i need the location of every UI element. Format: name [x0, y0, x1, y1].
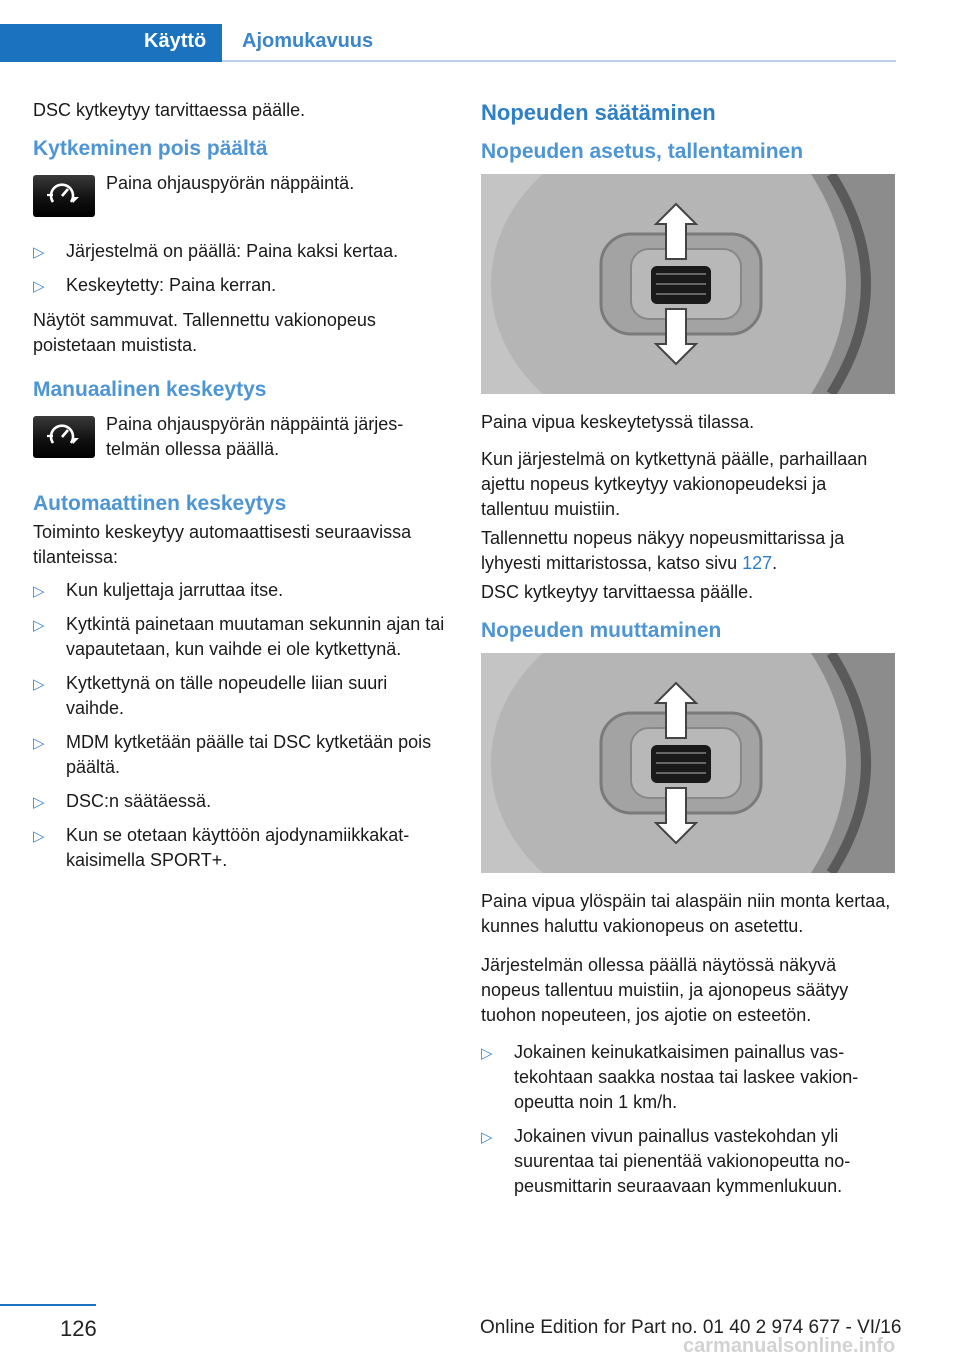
set-p4: DSC kytkeytyy tarvittaessa päälle.: [481, 582, 754, 602]
triangle-bullet-icon: ▷: [33, 828, 45, 845]
list-item: ▷ Kytkintä painetaan muutaman sekunnin ajan tai vapautetaan, kun vaihde ei ole kytkettynä.: [33, 614, 445, 659]
watermark: carmanualsonline.info: [683, 1335, 896, 1357]
triangle-bullet-icon: ▷: [33, 583, 45, 600]
page-number: 126: [60, 1316, 97, 1341]
set-p1: Paina vipua keskeytetyssä tilassa.: [481, 412, 755, 432]
triangle-bullet-icon: ▷: [33, 794, 45, 811]
set-p2: Kun järjestelmä on kytkettynä päälle, parhaillaan ajettu nopeus kytkeytyy vakionopeudeksi ja tallentuu muistiin.: [481, 449, 868, 519]
heading-manual: Manuaalinen keskeytys: [33, 378, 267, 401]
list-item: ▷ Jokainen vivun painallus vastekohdan yli suurentaa tai pienentää vakionopeutta nopeusmittarin seuraavaan kymmenlukuun.: [481, 1126, 851, 1196]
cruise-control-button-icon: [33, 416, 95, 458]
change-p1: Paina vipua ylöspäin tai alaspäin niin monta kertaa, kunnes haluttu vakionopeus on asetettu.: [481, 891, 891, 936]
list-item: ▷ Järjestelmä on päällä: Paina kaksi kertaa.: [33, 239, 445, 264]
triangle-bullet-icon: ▷: [33, 676, 45, 693]
heading-auto: Automaattinen keskeytys: [33, 492, 287, 515]
switch-off-note: Näytöt sammuvat. Tallennettu vakionopeus poistetaan muistista.: [33, 310, 376, 355]
list-item: ▷ Kytkettynä on tälle nopeudelle liian suuri vaihde.: [33, 673, 388, 718]
triangle-bullet-icon: ▷: [481, 1045, 493, 1062]
list-item: ▷ MDM kytketään päälle tai DSC kytketään pois päältä.: [33, 732, 432, 777]
change-list: [481, 1040, 895, 1199]
edition-footer: Online Edition for Part no. 01 40 2 974 677 - VI/16: [480, 1317, 902, 1338]
tab-ajomukavuus[interactable]: Ajomukavuus: [242, 30, 374, 52]
set-p3: Tallennettu nopeus näkyy nopeusmittarissa ja lyhyesti mittaristossa, katso sivu 127.: [481, 528, 845, 573]
heading-set-speed: Nopeuden asetus, tallentaminen: [481, 140, 804, 163]
triangle-bullet-icon: ▷: [33, 278, 45, 295]
manual-instruction: Paina ohjauspyörän näppäintä järjestelmän ollessa päällä.: [106, 414, 404, 459]
right-column: [481, 98, 895, 1209]
triangle-bullet-icon: ▷: [33, 244, 45, 261]
tab-kaytto[interactable]: Käyttö: [0, 24, 222, 62]
heading-change-speed: Nopeuden muuttaminen: [481, 619, 722, 642]
triangle-bullet-icon: ▷: [33, 617, 45, 634]
triangle-bullet-icon: ▷: [33, 735, 45, 752]
list-item: ▷ Kun se otetaan käyttöön ajodynamiikkakatkaisimella SPORT+.: [33, 825, 410, 870]
triangle-bullet-icon: ▷: [481, 1129, 493, 1146]
page-link[interactable]: 127: [742, 553, 773, 573]
page-number-rule: [0, 1304, 96, 1306]
manual-row: [33, 412, 445, 464]
steering-lever-photo: [481, 653, 895, 873]
change-p2: Järjestelmän ollessa päällä näytössä näkyvä nopeus tallentuu muistiin, ja ajonopeus säätyy tuohon nopeuteen, jos ajotie on esteetön.: [481, 955, 849, 1025]
heading-speed-control: Nopeuden säätäminen: [481, 100, 716, 125]
list-item: ▷ Kun kuljettaja jarruttaa itse.: [33, 578, 445, 603]
switch-off-instruction: Paina ohjauspyörän näppäintä.: [106, 173, 355, 193]
list-item: ▷ Jokainen keinukatkaisimen painallus vastekohtaan saakka nostaa tai laskee vakionopeutta noin 1 km/h.: [481, 1042, 859, 1112]
left-column: [33, 98, 445, 883]
steering-lever-photo: [481, 174, 895, 394]
cruise-control-button-icon: [33, 175, 95, 217]
switch-off-list: [33, 239, 445, 298]
heading-switch-off: Kytkeminen pois päältä: [33, 137, 268, 160]
auto-intro: Toiminto keskeytyy automaattisesti seuraavissa tilanteissa:: [33, 522, 412, 567]
header-divider: [222, 60, 896, 62]
list-item: ▷ Keskeytetty: Paina kerran.: [33, 273, 445, 298]
header-bar: [0, 0, 960, 64]
list-item: ▷ DSC:n säätäessä.: [33, 789, 445, 814]
switch-off-row: [33, 171, 445, 223]
intro-text: DSC kytkeytyy tarvittaessa päälle.: [33, 100, 306, 120]
auto-list: [33, 578, 445, 873]
